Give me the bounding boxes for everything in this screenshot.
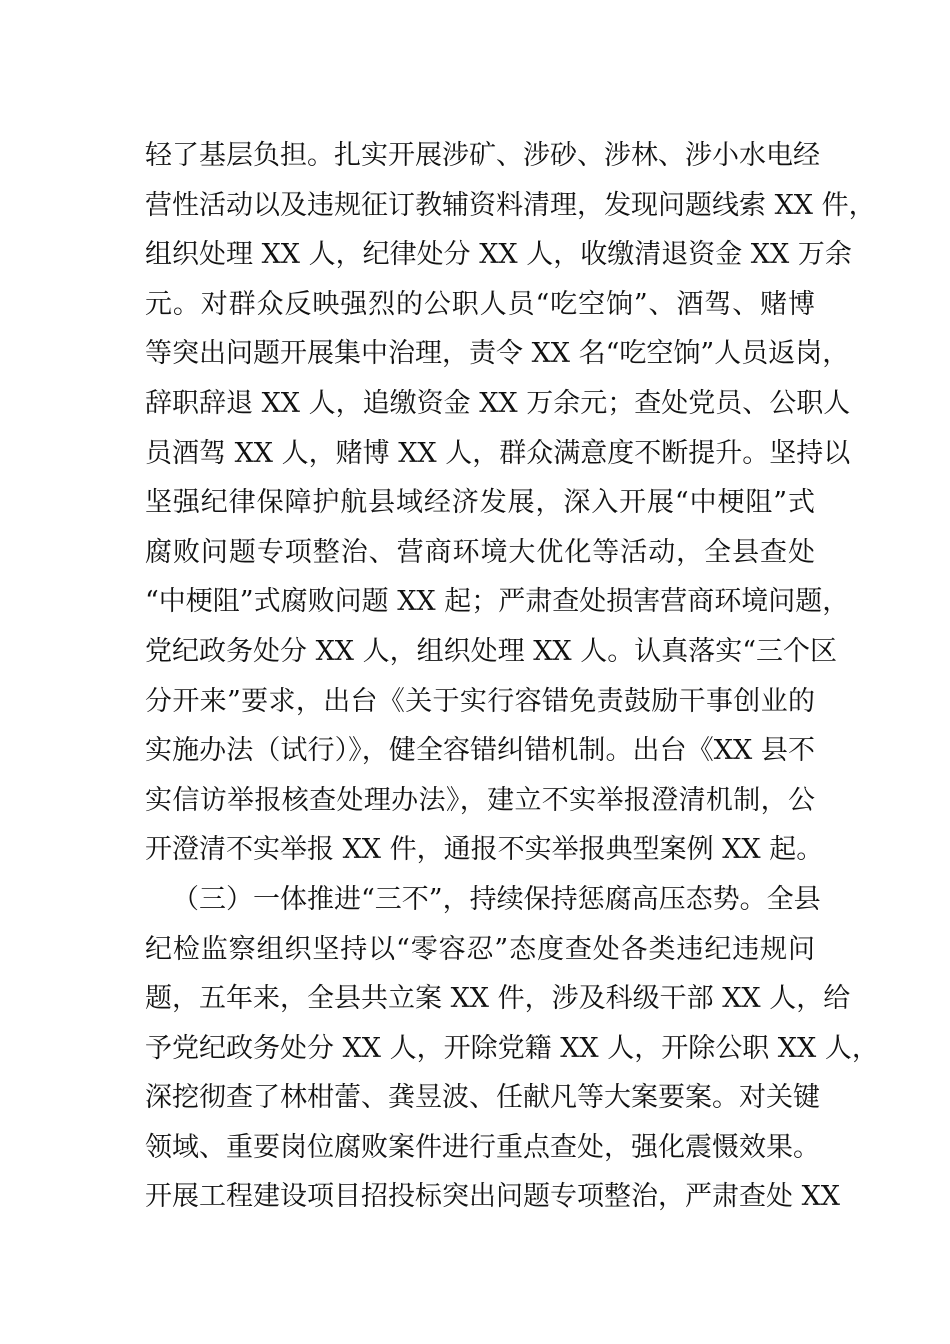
paragraph-discipline-cases — [145, 131, 876, 875]
text-line: 轻了基层负担。扎实开展涉矿、涉砂、涉林、涉小水电经 — [145, 140, 820, 171]
text-line: 辞职辞退 XX 人，追缴资金 XX 万余元；查处党员、公职人 — [145, 387, 851, 419]
text-line: 等突出问题开展集中治理，责令 XX 名“吃空饷”人员返岗， — [145, 338, 850, 370]
text-line: 纪检监察组织坚持以“零容忍”态度查处各类违纪违规问 — [145, 933, 815, 965]
text-line: 予党纪政务处分 XX 人，开除党籍 XX 人，开除公职 XX 人， — [145, 1032, 879, 1064]
text-line: 坚强纪律保障护航县域经济发展，深入开展“中梗阻”式 — [145, 487, 815, 519]
text-line: 开展工程建设项目招投标突出问题专项整治，严肃查处 XX — [145, 1181, 841, 1213]
text-line: 腐败问题专项整治、营商环境大优化等活动，全县查处 — [145, 536, 815, 568]
text-line: 题，五年来，全县共立案 XX 件，涉及科级干部 XX 人，给 — [145, 983, 851, 1015]
text-line: 营性活动以及违规征订教辅资料清理，发现问题线索 XX 件， — [145, 189, 876, 221]
text-line: 领域、重要岗位腐败案件进行重点查处，强化震慑效果。 — [145, 1131, 820, 1163]
text-line: 员酒驾 XX 人，赌博 XX 人，群众满意度不断提升。坚持以 — [145, 437, 851, 469]
text-line: 实信访举报核查处理办法》，建立不实举报澄清机制，公 — [145, 784, 815, 816]
paragraph-three-nots — [145, 875, 879, 1222]
text-line: “中梗阻”式腐败问题 XX 起；严肃查处损害营商环境问题， — [145, 586, 850, 618]
document-body — [145, 131, 879, 1222]
text-line: 元。对群众反映强烈的公职人员“吃空饷”、酒驾、赌博 — [145, 288, 815, 320]
text-line: 分开来”要求，出台《关于实行容错免责鼓励干事创业的 — [145, 685, 815, 717]
text-line: 党纪政务处分 XX 人，组织处理 XX 人。认真落实“三个区 — [145, 635, 838, 667]
text-line: 实施办法（试行）》，健全容错纠错机制。出台《XX 县不 — [145, 735, 815, 767]
text-line: 组织处理 XX 人，纪律处分 XX 人，收缴清退资金 XX 万余 — [145, 239, 852, 271]
text-line: 深挖彻查了林柑蕾、龚昱波、任献凡等大案要案。对关键 — [145, 1082, 820, 1114]
text-line: （三）一体推进“三不”，持续保持惩腐高压态势。全县 — [172, 883, 821, 915]
text-line: 开澄清不实举报 XX 件，通报不实举报典型案例 XX 起。 — [145, 834, 824, 866]
